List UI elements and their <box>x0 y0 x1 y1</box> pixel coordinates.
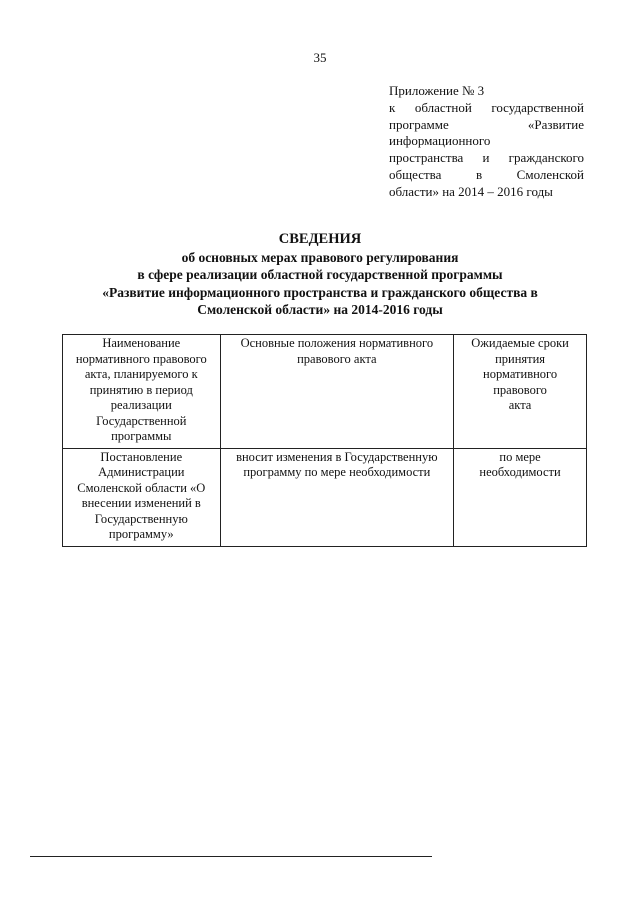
cell-line: программу по мере необходимости <box>243 465 431 479</box>
cell-line: правового акта <box>297 351 377 366</box>
cell-line: Ожидаемые сроки <box>471 336 569 350</box>
cell-line: нормативного правового <box>75 351 207 366</box>
appendix-line: к областной государственной <box>389 99 584 115</box>
appendix-line: программе «Развитие <box>389 116 584 132</box>
cell-line: внесении изменений в <box>81 496 201 510</box>
appendix-note <box>389 83 584 201</box>
cell-main-provisions <box>220 448 454 546</box>
cell-line: принятию в период <box>89 382 193 397</box>
page-number: 35 <box>313 50 327 65</box>
table-header-row <box>63 335 587 449</box>
cell-act-name <box>63 448 221 546</box>
table-row <box>63 448 587 546</box>
cell-line: правового <box>493 382 547 397</box>
regulation-table <box>62 334 587 547</box>
cell-line: принятия <box>495 351 546 366</box>
header-cell-act-name <box>63 335 221 449</box>
cell-line: Государственной <box>96 413 187 428</box>
cell-line: Постановление <box>100 449 183 464</box>
document-heading <box>0 231 640 319</box>
cell-line: Смоленской области «О <box>77 480 206 495</box>
cell-line: по мере <box>499 449 541 464</box>
appendix-line: информационного <box>389 133 491 149</box>
header-cell-expected-dates <box>454 335 587 449</box>
heading-line: «Развитие информационного пространства и гражданского общества в <box>102 284 538 300</box>
cell-line: вносит изменения в Государственную <box>236 449 438 464</box>
appendix-line: пространства и гражданского <box>389 150 584 166</box>
cell-line: Администрации <box>98 465 185 479</box>
header-cell-main-provisions <box>220 335 454 449</box>
cell-line: Наименование <box>102 336 181 350</box>
heading-line: в сфере реализации областной государственной программы <box>137 267 503 282</box>
appendix-line: Приложение № 3 <box>389 83 485 98</box>
heading-line: об основных мерах правового регулирования <box>181 249 459 265</box>
cell-line: акта <box>508 398 532 412</box>
cell-line: программы <box>111 429 172 443</box>
footer-divider <box>30 856 432 857</box>
cell-line: акта, планируемого к <box>84 367 198 381</box>
appendix-line: общества в Смоленской <box>389 166 584 182</box>
cell-line: необходимости <box>479 465 561 479</box>
cell-line: реализации <box>110 398 172 412</box>
cell-line: нормативного <box>483 367 558 381</box>
heading-title: СВЕДЕНИЯ <box>278 231 362 247</box>
cell-line: Основные положения нормативного <box>240 336 434 350</box>
cell-line: Государственную <box>94 511 188 526</box>
appendix-line: области» на 2014 – 2016 годы <box>389 183 553 199</box>
heading-line: Смоленской области» на 2014-2016 годы <box>197 302 443 317</box>
cell-expected-dates <box>454 448 587 546</box>
cell-line: программу» <box>108 527 174 541</box>
